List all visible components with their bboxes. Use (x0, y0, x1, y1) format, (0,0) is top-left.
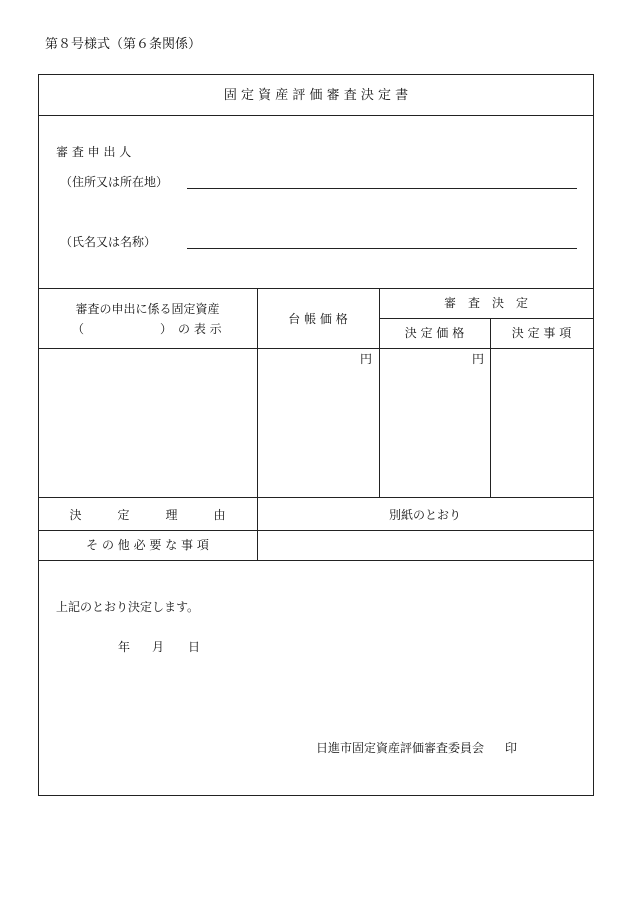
asset-header-close-paren: ） (160, 322, 173, 336)
date-day: 日 (188, 640, 201, 654)
decision-subheader-line (379, 318, 593, 319)
name-field[interactable] (187, 230, 577, 249)
issuer-name: 日進市固定資産評価審査委員会 (316, 741, 485, 755)
reason-row-top-line (38, 497, 593, 498)
form-number: 第８号様式（第６条関係） (45, 37, 202, 52)
date-month: 月 (152, 640, 165, 654)
decision-statement: 上記のとおり決定します。 (56, 600, 200, 614)
address-field[interactable] (187, 170, 577, 189)
decided-matters-header: 決 定 事 項 (511, 326, 572, 340)
applicant-divider (38, 288, 593, 289)
reason-label: 決 定 理 由 (69, 508, 226, 522)
decided-price-header: 決 定 価 格 (404, 326, 465, 340)
decision-header: 審 査 決 定 (443, 296, 528, 310)
ledger-price-yen-unit: 円 (359, 352, 372, 366)
address-label: （住所又は所在地） (60, 175, 169, 189)
date-year: 年 (118, 640, 131, 654)
title-divider (38, 115, 593, 116)
seal-mark: 印 (505, 741, 518, 755)
document-title: 固 定 資 産 評 価 審 査 決 定 書 (223, 88, 409, 103)
decided-price-cell[interactable] (380, 349, 489, 496)
decided-price-yen-unit: 円 (471, 352, 484, 366)
other-label: そ の 他 必 要 な 事 項 (86, 538, 209, 552)
reason-value: 別紙のとおり (388, 508, 461, 522)
table-bottom-line (38, 560, 593, 561)
asset-header-open-paren: （ (72, 322, 85, 336)
decided-matters-cell[interactable] (491, 349, 592, 496)
asset-header-suffix: の 表 示 (178, 322, 222, 336)
asset-description-cell[interactable] (39, 349, 256, 496)
ledger-price-cell[interactable] (258, 349, 378, 496)
ledger-price-header: 台 帳 価 格 (288, 312, 348, 326)
applicant-heading: 審 査 申 出 人 (56, 145, 132, 159)
asset-header-line1: 審査の申出に係る固定資産 (75, 302, 220, 316)
name-label: （氏名又は名称） (60, 235, 157, 249)
other-value-cell[interactable] (258, 531, 592, 559)
